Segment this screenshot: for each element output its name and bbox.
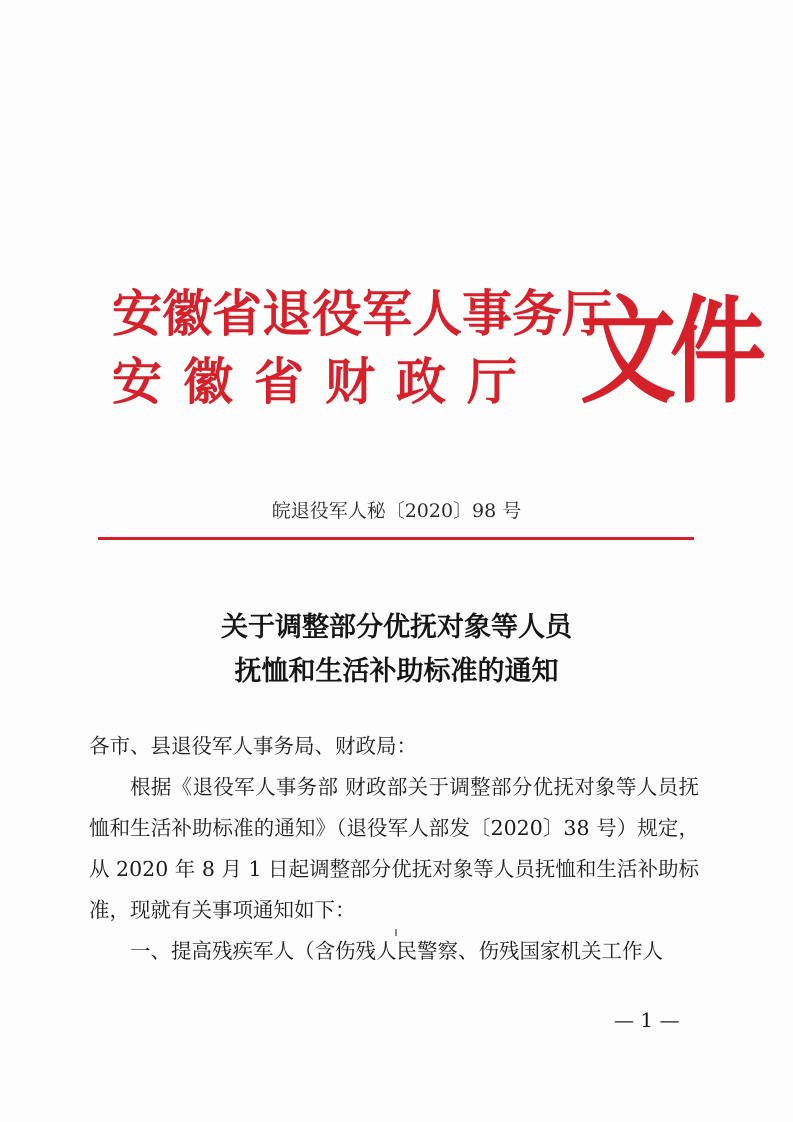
- red-header: [112, 276, 760, 420]
- title-line-2: 抚恤和生活补助标准的通知: [234, 656, 559, 687]
- salutation: 各市、县退役军人事务局、财政局：: [89, 734, 417, 758]
- page-number: — 1 —: [614, 1008, 680, 1032]
- document-type: 文件: [580, 284, 760, 420]
- document-title: [0, 606, 793, 694]
- issuer-line-2: 安徽省财政厅: [112, 353, 538, 411]
- document-number: 皖退役军人秘〔2020〕98 号: [271, 500, 522, 522]
- scan-artifact: [395, 929, 397, 936]
- issuer-line-1: 安徽省退役军人事务厅: [112, 285, 612, 343]
- document-body: [89, 726, 699, 972]
- title-line-1: 关于调整部分优抚对象等人员: [221, 612, 572, 643]
- body-paragraph-2: 一、提高残疾军人（含伤残人民警察、伤残国家机关工作人: [130, 939, 663, 963]
- body-paragraph-1: 根据《退役军人事务部 财政部关于调整部分优抚对象等人员抚恤和生活补助标准的通知》（退役军人部发〔2020〕38 号）规定，从 2020 年 8 月 1 日起调整部分优抚对象等人员抚恤和生活补助标准，现就有关事项通知如下：: [89, 775, 699, 922]
- red-separator-line: [98, 537, 694, 540]
